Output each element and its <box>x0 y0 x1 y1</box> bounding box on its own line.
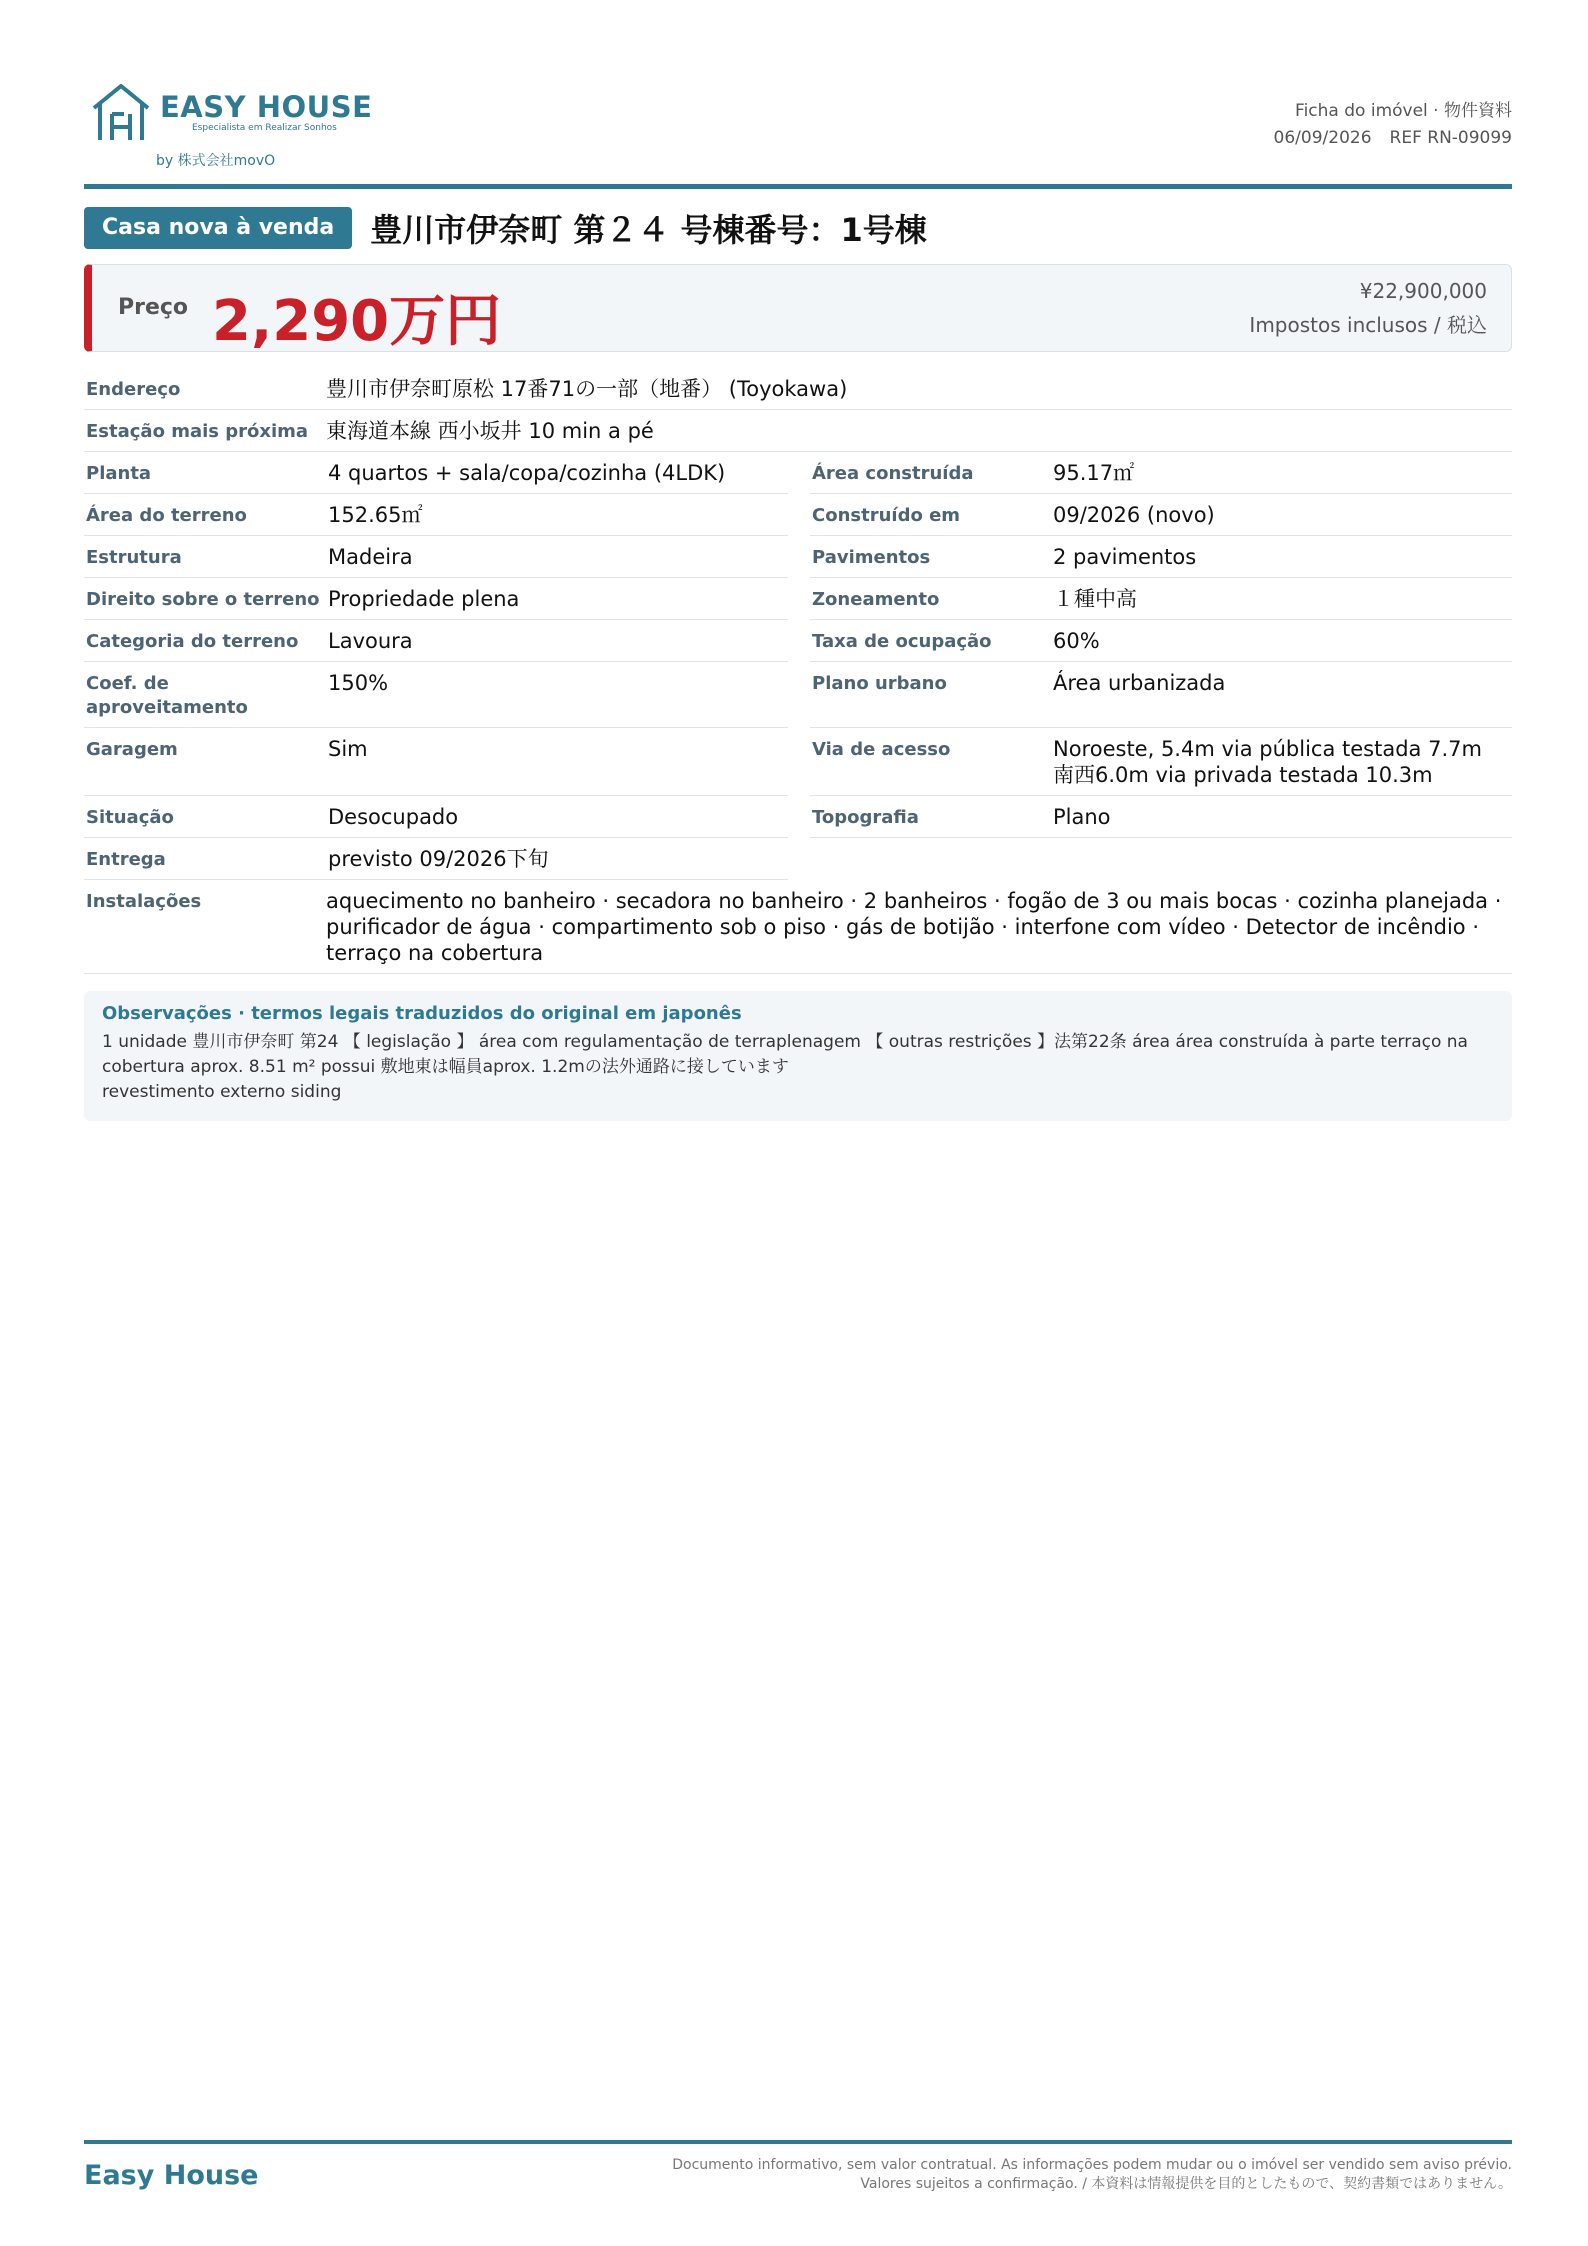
access-value <box>1053 736 1482 788</box>
structure-value: Madeira <box>328 545 413 569</box>
access-line-2: 南西6.0m via privada testada 10.3m <box>1053 763 1433 787</box>
far-label: Coef. de aproveitamento <box>86 673 248 718</box>
row-land-category <box>84 620 788 662</box>
floors-value: 2 pavimentos <box>1053 545 1197 569</box>
status-label: Situação <box>86 807 174 828</box>
floors-label: Pavimentos <box>812 547 931 568</box>
land-category-label: Categoria do terreno <box>86 631 299 652</box>
delivery-label: Entrega <box>86 849 166 870</box>
brand-byline: by 株式会社movO <box>156 153 276 169</box>
notes-body <box>102 1030 1494 1105</box>
land-area-value: 152.65㎡ <box>328 503 423 527</box>
document-type: Ficha do imóvel · 物件資料 <box>1295 101 1512 121</box>
header-divider <box>84 184 1512 189</box>
built-label: Construído em <box>812 505 961 526</box>
parking-value: Sim <box>328 737 368 761</box>
row-building-area <box>810 452 1512 494</box>
row-land-area <box>84 494 788 536</box>
station-label: Estação mais próxima <box>86 421 309 442</box>
land-area-label: Área do terreno <box>86 505 247 526</box>
address-label: Endereço <box>86 379 181 400</box>
station-value: 東海道本線 西小坂井 10 min a pé <box>326 419 654 443</box>
built-value: 09/2026 (novo) <box>1053 503 1215 527</box>
row-floors <box>810 536 1512 578</box>
notes-line-1: 1 unidade 豊川市伊奈町 第24 【 legislação 】 área com regulamentação de terraplenagem 【 outras restrições 】法第22条 área área construída à parte terraço na cobertura aprox. 8.51 m² possui 敷地東は幅員aprox. 1.2mの法外通路に接しています <box>102 1032 1468 1077</box>
zoning-label: Zoneamento <box>812 589 940 610</box>
row-coverage <box>810 620 1512 662</box>
address-value: 豊川市伊奈町原松 17番71の一部（地番） (Toyokawa) <box>326 377 848 401</box>
row-parking <box>84 728 788 796</box>
document-ref: REF RN-09099 <box>1389 128 1512 148</box>
layout-value: 4 quartos + sala/copa/cozinha (4LDK) <box>328 461 726 485</box>
title-row <box>84 206 927 250</box>
price-box <box>84 264 1512 352</box>
row-station <box>84 410 1512 452</box>
house-logo-icon <box>90 82 152 144</box>
urban-plan-label: Plano urbano <box>812 673 947 694</box>
row-layout <box>84 452 788 494</box>
urban-plan-value: Área urbanizada <box>1053 671 1226 695</box>
price-tax-note: Impostos inclusos / 税込 <box>1249 313 1487 337</box>
coverage-value: 60% <box>1053 629 1100 653</box>
notes-box <box>84 991 1512 1121</box>
row-urban-plan <box>810 662 1512 728</box>
price-label: Preço <box>118 295 189 320</box>
zoning-value: １種中高 <box>1053 587 1137 611</box>
footer-divider <box>84 2140 1512 2144</box>
price-yen: ¥22,900,000 <box>1359 279 1487 303</box>
brand-tagline: Especialista em Realizar Sonhos <box>192 123 337 133</box>
topography-value: Plano <box>1053 805 1111 829</box>
delivery-value: previsto 09/2026下旬 <box>328 847 549 871</box>
notes-title: Observações · termos legais traduzidos do original em japonês <box>102 1003 742 1024</box>
land-right-value: Propriedade plena <box>328 587 520 611</box>
row-built <box>810 494 1512 536</box>
access-label: Via de acesso <box>812 739 951 760</box>
document-date: 06/09/2026 <box>1273 128 1372 148</box>
footer-brand: Easy House <box>84 2160 259 2191</box>
topography-label: Topografia <box>812 807 919 828</box>
footer-disclaimer: Documento informativo, sem valor contratual. As informações podem mudar ou o imóvel ser vendido sem aviso prévio. Valores sujeitos a confirmação. / 本資料は情報提供を目的としたもので、契約書類ではありません。 <box>672 2157 1512 2192</box>
brand-name: EASY HOUSE <box>160 90 373 124</box>
row-facilities <box>84 880 1512 974</box>
row-structure <box>84 536 788 578</box>
price-value: 2,290万円 <box>212 289 502 354</box>
notes-line-2: revestimento externo siding <box>102 1082 342 1102</box>
property-title: 豊川市伊奈町 第２４ 号棟番号：1号棟 <box>370 211 927 249</box>
row-far <box>84 662 788 728</box>
row-zoning <box>810 578 1512 620</box>
row-delivery <box>84 838 788 880</box>
facilities-value: aquecimento no banheiro · secadora no banheiro · 2 banheiros · fogão de 3 ou mais bocas · cozinha planejada · purificador de água · compartimento sob o piso · gás de botijão · interfone com vídeo · Detector de incêndio · terraço na cobertura <box>326 889 1502 965</box>
listing-type-badge: Casa nova à venda <box>84 207 352 249</box>
parking-label: Garagem <box>86 739 178 760</box>
row-land-right <box>84 578 788 620</box>
land-category-value: Lavoura <box>328 629 413 653</box>
row-address <box>84 368 1512 410</box>
document-meta <box>1274 98 1512 152</box>
row-status <box>84 796 788 838</box>
header <box>84 80 1512 180</box>
building-area-value: 95.17㎡ <box>1053 461 1135 485</box>
layout-label: Planta <box>86 463 152 484</box>
facilities-label: Instalações <box>86 891 202 912</box>
status-value: Desocupado <box>328 805 459 829</box>
far-value: 150% <box>328 671 389 695</box>
structure-label: Estrutura <box>86 547 182 568</box>
row-access <box>810 728 1512 796</box>
coverage-label: Taxa de ocupação <box>812 631 992 652</box>
access-line-1: Noroeste, 5.4m via pública testada 7.7m <box>1053 737 1482 761</box>
building-area-label: Área construída <box>812 463 974 484</box>
row-topography <box>810 796 1512 838</box>
land-right-label: Direito sobre o terreno <box>86 589 320 610</box>
